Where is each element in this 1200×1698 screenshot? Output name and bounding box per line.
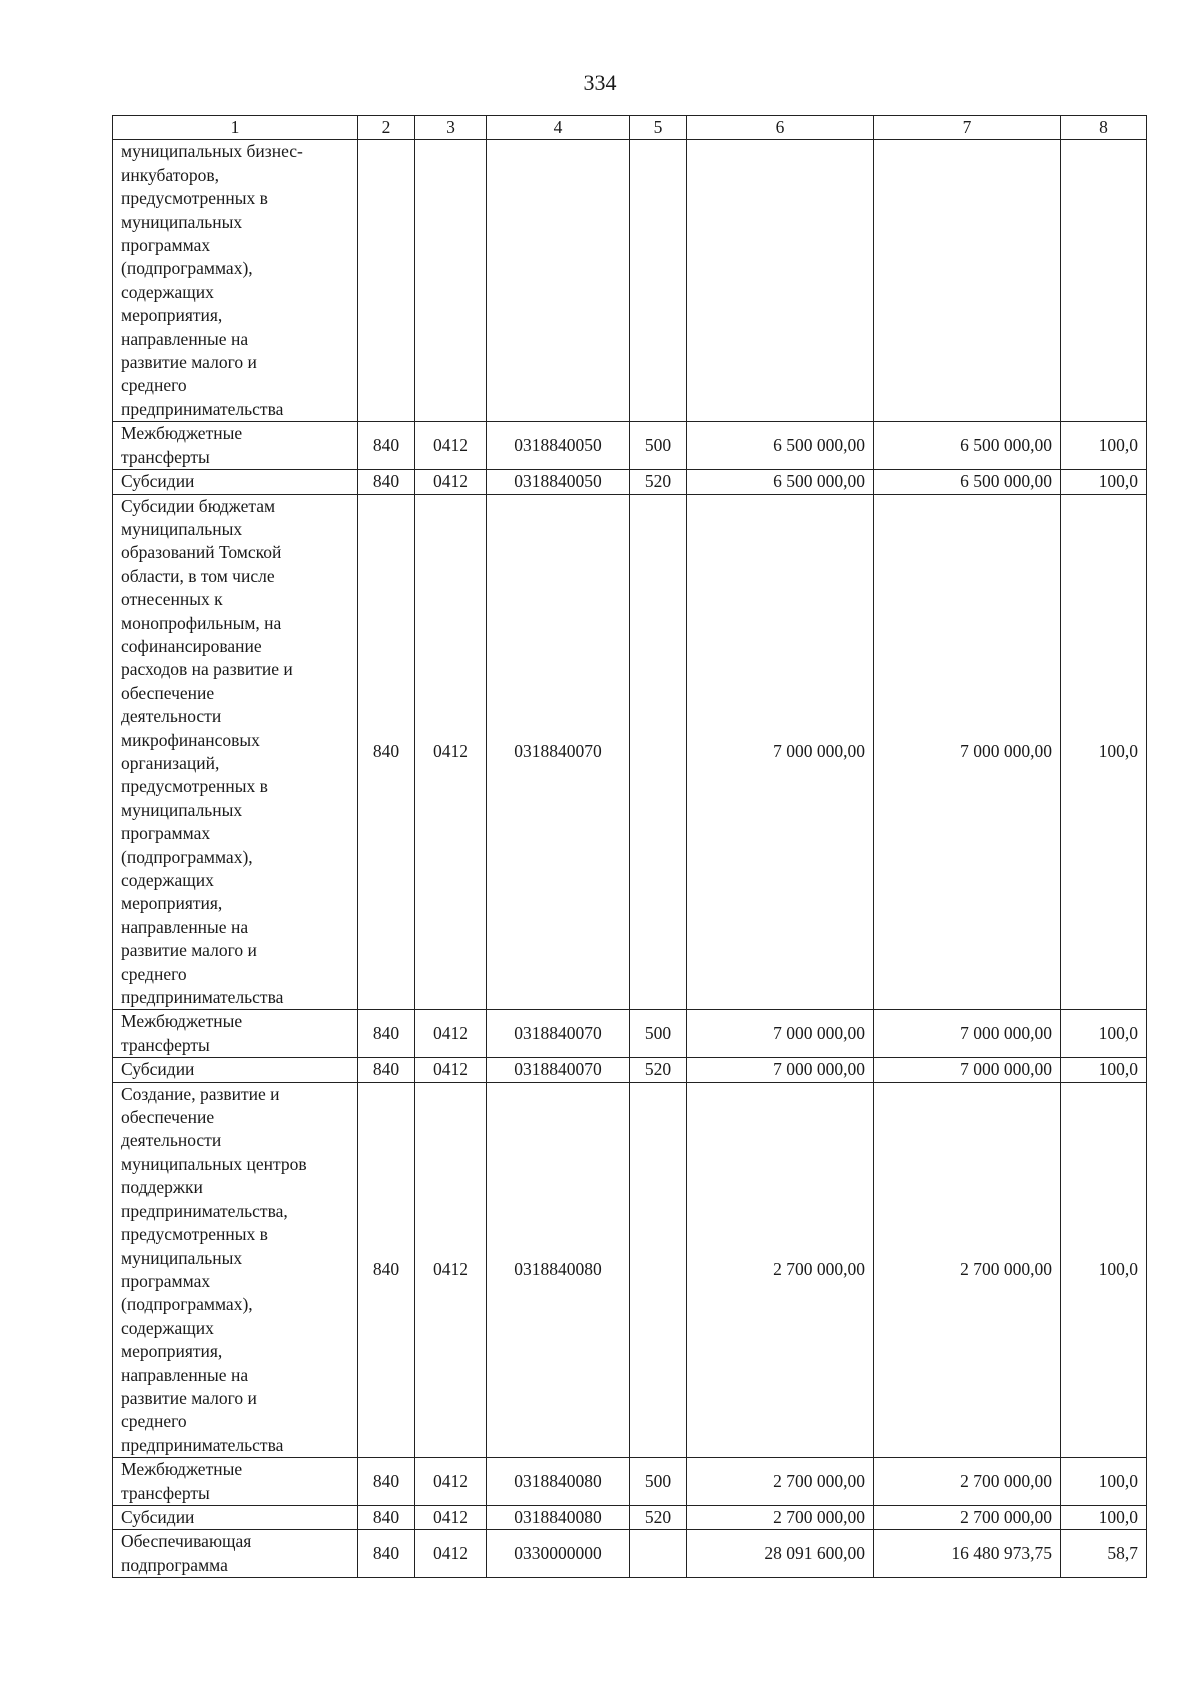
row-cell-4: 0318840050 (487, 470, 630, 494)
row-cell-4: 0318840070 (487, 494, 630, 1010)
row-cell-6: 7 000 000,00 (687, 494, 874, 1010)
table-row (113, 1530, 1147, 1578)
table-row (113, 1010, 1147, 1058)
row-cell-6: 7 000 000,00 (687, 1010, 874, 1058)
row-cell-3: 0412 (415, 1505, 487, 1529)
row-cell-7: 16 480 973,75 (874, 1530, 1061, 1578)
row-cell-7 (874, 140, 1061, 422)
row-cell-3: 0412 (415, 422, 487, 470)
row-cell-3: 0412 (415, 470, 487, 494)
row-name-cell: Субсидии (113, 1505, 358, 1529)
row-cell-5 (630, 1530, 687, 1578)
row-cell-6: 2 700 000,00 (687, 1458, 874, 1506)
row-cell-7: 7 000 000,00 (874, 1010, 1061, 1058)
row-cell-2: 840 (358, 422, 415, 470)
row-cell-6: 28 091 600,00 (687, 1530, 874, 1578)
row-cell-7: 6 500 000,00 (874, 470, 1061, 494)
row-cell-6: 2 700 000,00 (687, 1505, 874, 1529)
row-cell-5 (630, 140, 687, 422)
row-cell-4: 0318840070 (487, 1058, 630, 1082)
row-cell-5: 520 (630, 1058, 687, 1082)
header-cell-6: 6 (687, 116, 874, 140)
row-cell-8: 100,0 (1061, 1082, 1147, 1458)
row-cell-5: 520 (630, 470, 687, 494)
row-name-cell: Создание, развитие и обеспечение деятельности муниципальных центров поддержки предпринимательства, предусмотренных в муниципальных программах (подпрограммах), содержащих мероприятия, направленные на развитие малого и среднего предпринимательства (113, 1082, 358, 1458)
row-cell-7: 2 700 000,00 (874, 1458, 1061, 1506)
row-cell-5: 500 (630, 422, 687, 470)
row-name-cell: Субсидии бюджетам муниципальных образований Томской области, в том числе отнесенных к монопрофильным, на софинансирование расходов на развитие и обеспечение деятельности микрофинансовых организаций, предусмотренных в муниципальных программах (подпрограммах), содержащих мероприятия, направленные на развитие малого и среднего предпринимательства (113, 494, 358, 1010)
row-cell-5: 520 (630, 1505, 687, 1529)
row-cell-3: 0412 (415, 494, 487, 1010)
row-name-cell: муниципальных бизнес- инкубаторов, предусмотренных в муниципальных программах (подпрограммах), содержащих мероприятия, направленные на развитие малого и среднего предпринимательства (113, 140, 358, 422)
row-cell-2: 840 (358, 1010, 415, 1058)
page-number: 334 (583, 70, 617, 95)
row-cell-5 (630, 1082, 687, 1458)
header-cell-7: 7 (874, 116, 1061, 140)
row-cell-4: 0318840050 (487, 422, 630, 470)
row-cell-3: 0412 (415, 1058, 487, 1082)
row-cell-4: 0330000000 (487, 1530, 630, 1578)
table-header-row (113, 116, 1147, 140)
row-cell-3: 0412 (415, 1530, 487, 1578)
table-row (113, 1082, 1147, 1458)
row-cell-8: 100,0 (1061, 1010, 1147, 1058)
row-cell-5: 500 (630, 1010, 687, 1058)
row-cell-3 (415, 140, 487, 422)
row-cell-5 (630, 494, 687, 1010)
row-cell-8: 100,0 (1061, 470, 1147, 494)
row-cell-2: 840 (358, 470, 415, 494)
row-cell-7: 2 700 000,00 (874, 1082, 1061, 1458)
row-name-cell: Субсидии (113, 470, 358, 494)
row-cell-4: 0318840080 (487, 1082, 630, 1458)
row-cell-6: 2 700 000,00 (687, 1082, 874, 1458)
row-cell-4: 0318840070 (487, 1010, 630, 1058)
row-cell-2: 840 (358, 1058, 415, 1082)
row-cell-2: 840 (358, 494, 415, 1010)
row-cell-6: 7 000 000,00 (687, 1058, 874, 1082)
header-cell-2: 2 (358, 116, 415, 140)
table-row (113, 1458, 1147, 1506)
table-row (113, 140, 1147, 422)
row-cell-8 (1061, 140, 1147, 422)
row-cell-8: 100,0 (1061, 422, 1147, 470)
table-row (113, 422, 1147, 470)
header-cell-8: 8 (1061, 116, 1147, 140)
header-cell-5: 5 (630, 116, 687, 140)
row-name-cell: Обеспечивающая подпрограмма (113, 1530, 358, 1578)
row-cell-7: 7 000 000,00 (874, 494, 1061, 1010)
row-cell-4 (487, 140, 630, 422)
row-cell-2: 840 (358, 1530, 415, 1578)
row-cell-7: 6 500 000,00 (874, 422, 1061, 470)
row-cell-2: 840 (358, 1458, 415, 1506)
row-cell-7: 7 000 000,00 (874, 1058, 1061, 1082)
row-cell-8: 100,0 (1061, 1058, 1147, 1082)
row-cell-3: 0412 (415, 1082, 487, 1458)
row-cell-4: 0318840080 (487, 1458, 630, 1506)
row-cell-8: 100,0 (1061, 1505, 1147, 1529)
row-name-cell: Межбюджетные трансферты (113, 1010, 358, 1058)
row-cell-8: 100,0 (1061, 494, 1147, 1010)
row-cell-2: 840 (358, 1082, 415, 1458)
row-cell-5: 500 (630, 1458, 687, 1506)
header-cell-3: 3 (415, 116, 487, 140)
row-cell-4: 0318840080 (487, 1505, 630, 1529)
budget-table (112, 115, 1147, 1578)
header-cell-4: 4 (487, 116, 630, 140)
row-name-cell: Межбюджетные трансферты (113, 422, 358, 470)
row-cell-7: 2 700 000,00 (874, 1505, 1061, 1529)
row-name-cell: Субсидии (113, 1058, 358, 1082)
table-row (113, 1058, 1147, 1082)
row-cell-8: 100,0 (1061, 1458, 1147, 1506)
table-row (113, 494, 1147, 1010)
table-row (113, 470, 1147, 494)
row-cell-3: 0412 (415, 1010, 487, 1058)
row-cell-6 (687, 140, 874, 422)
row-cell-2: 840 (358, 1505, 415, 1529)
row-cell-6: 6 500 000,00 (687, 470, 874, 494)
row-name-cell: Межбюджетные трансферты (113, 1458, 358, 1506)
header-cell-1: 1 (113, 116, 358, 140)
row-cell-8: 58,7 (1061, 1530, 1147, 1578)
row-cell-6: 6 500 000,00 (687, 422, 874, 470)
table-row (113, 1505, 1147, 1529)
row-cell-3: 0412 (415, 1458, 487, 1506)
row-cell-2 (358, 140, 415, 422)
